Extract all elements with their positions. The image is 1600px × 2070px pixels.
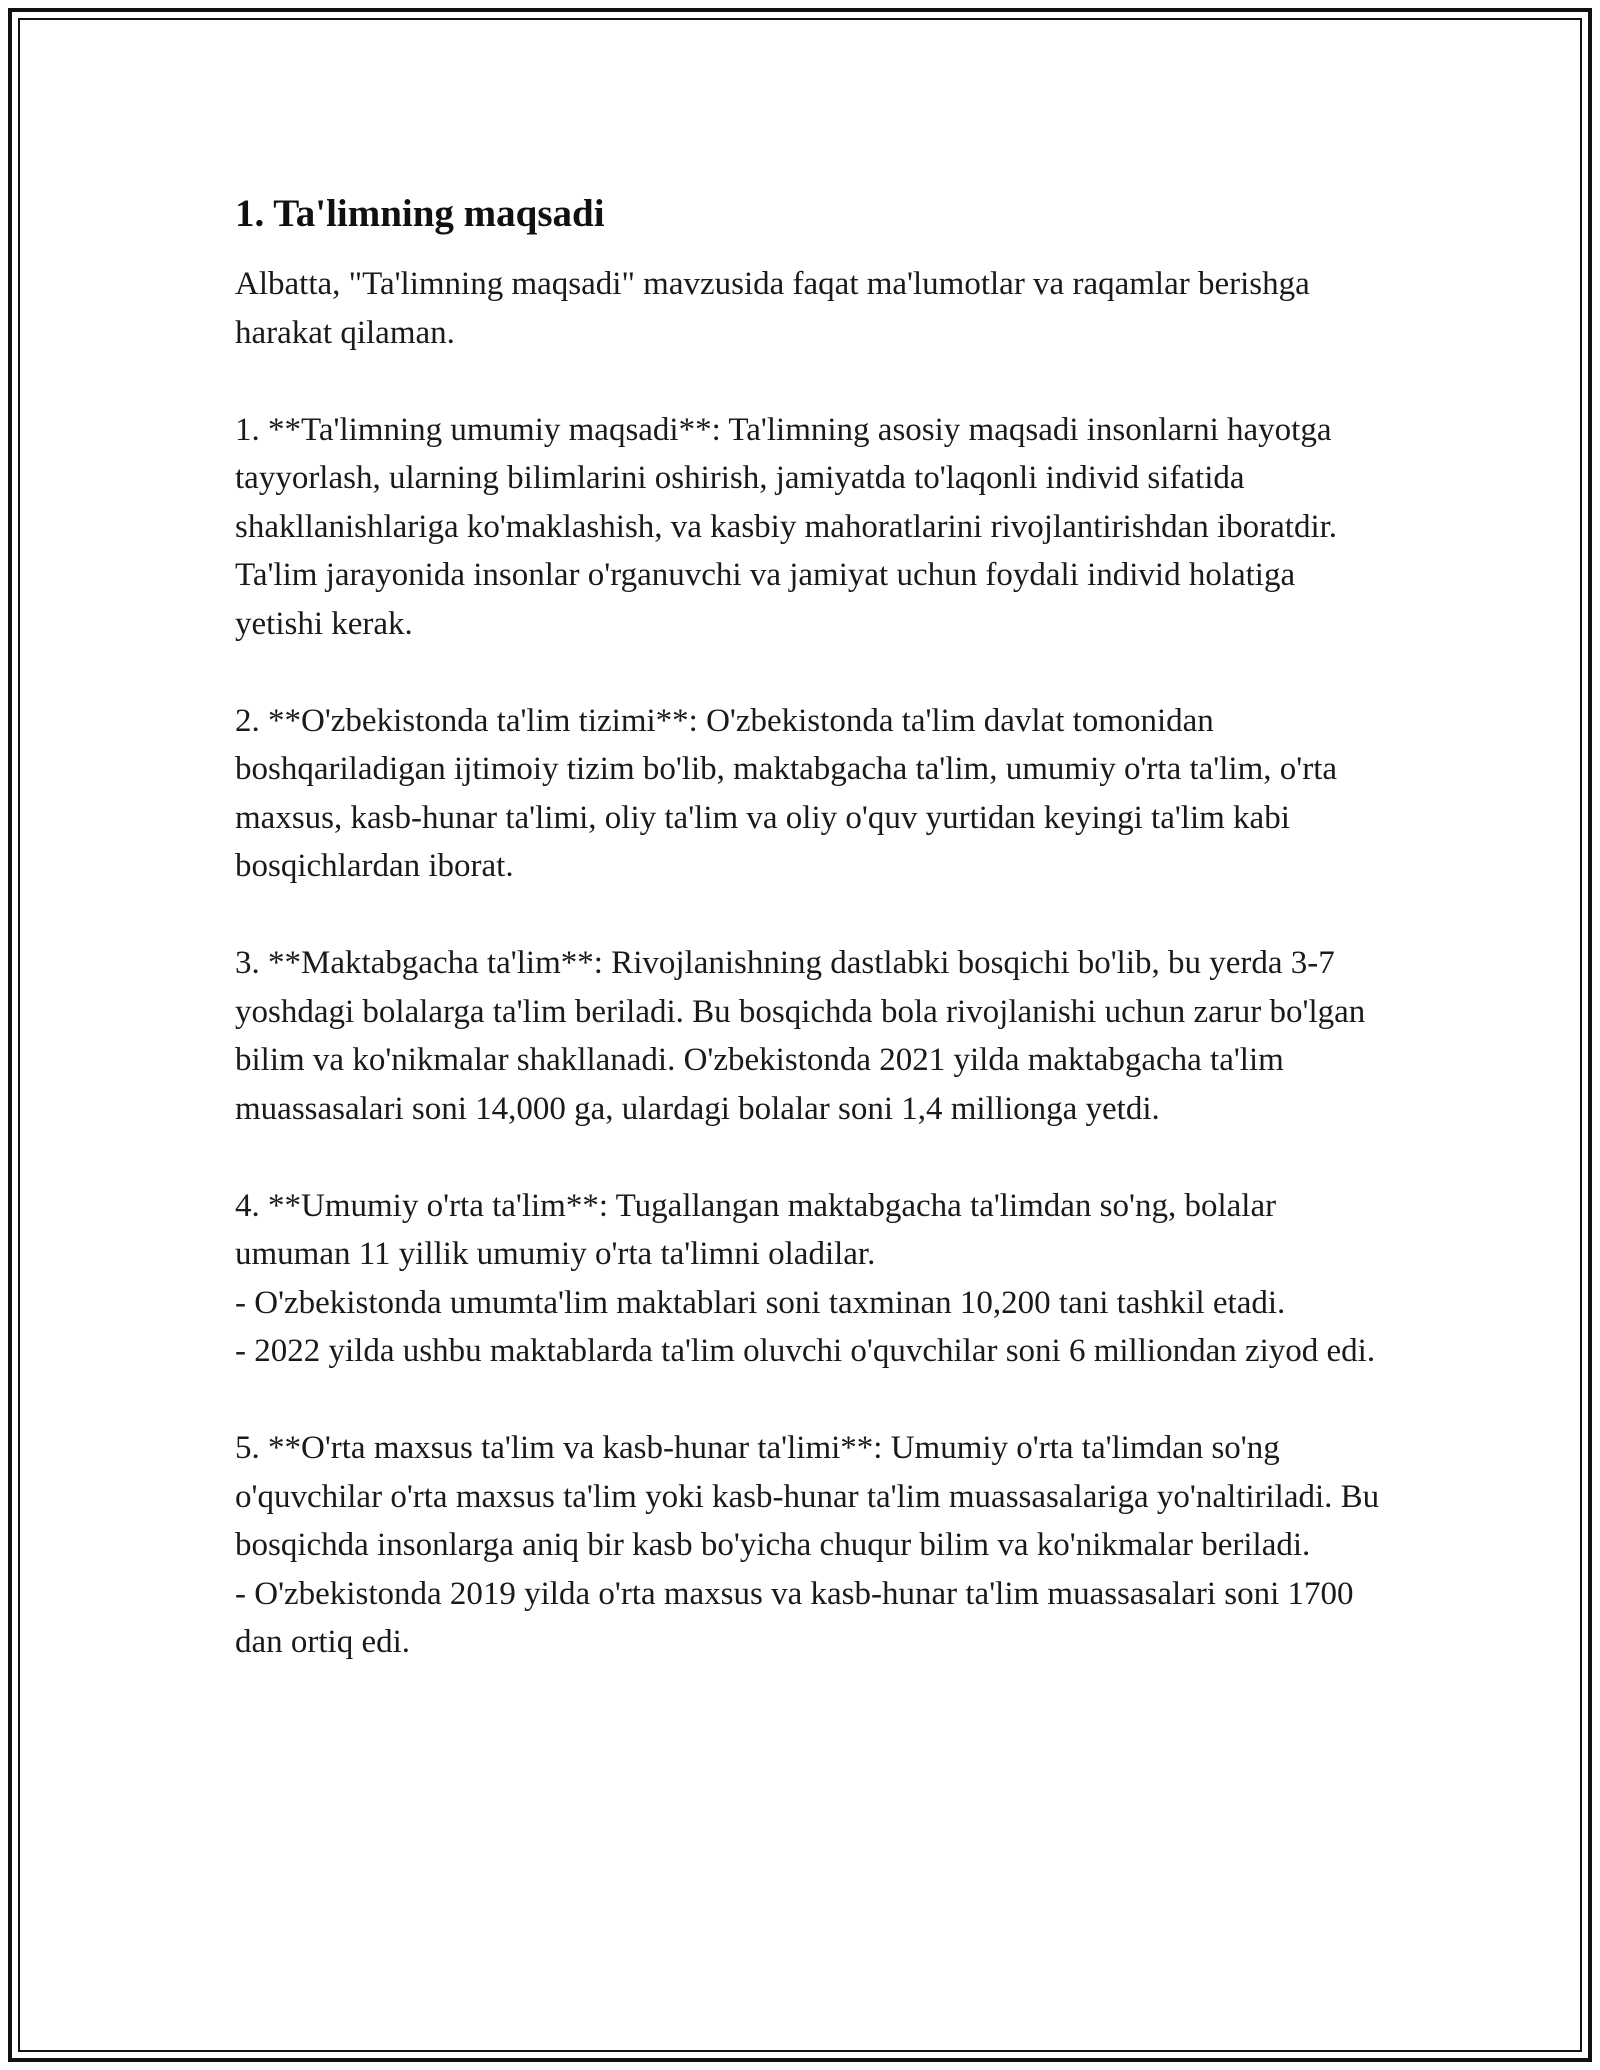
section-3-text: 3. **Maktabgacha ta'lim**: Rivojlanishning dastlabki bosqichi bo'lib, bu yerda 3-7 yoshdagi bolalarga ta'lim beriladi. Bu bosqichda bola rivojlanishi uchun zarur bo'lgan bilim va ko'nikmalar shakllanadi. O'zbekistonda 2021 yilda maktabgacha ta'lim muassasalari soni 14,000 ga, ulardagi bolalar soni 1,4 millionga yetdi. [235, 945, 1366, 1127]
section-4-bullet-2: - 2022 yilda ushbu maktablarda ta'lim oluvchi o'quvchilar soni 6 milliondan ziyod edi. [235, 1333, 1376, 1369]
document-body [235, 188, 1385, 1715]
section-4-text: 4. **Umumiy o'rta ta'lim**: Tugallangan maktabgacha ta'limdan so'ng, bolalar umuman 11 yillik umumiy o'rta ta'limni oladilar. [235, 1187, 1277, 1272]
section-2 [235, 697, 1385, 891]
document-title: 1. Ta'limning maqsadi [235, 192, 605, 235]
section-5-text: 5. **O'rta maxsus ta'lim va kasb-hunar ta'limi**: Umumiy o'rta ta'limdan so'ng o'quvchilar o'rta maxsus ta'lim yoki kasb-hunar ta'lim muassasalariga yo'naltiriladi. Bu bosqichda insonlarga aniq bir kasb bo'yicha chuqur bilim va ko'nikmalar beriladi. [235, 1430, 1380, 1563]
section-1-text: 1. **Ta'limning umumiy maqsadi**: Ta'limning asosiy maqsadi insonlarni hayotga tayyorlash, ularning bilimlarini oshirish, jamiyatda to'laqonli individ sifatida shakllanishlariga ko'maklashish, va kasbiy mahoratlarini rivojlantirishdan iboratdir. Ta'lim jarayonida insonlar o'rganuvchi va jamiyat uchun foydali individ holatiga yetishi kerak. [235, 411, 1338, 642]
intro-paragraph [235, 260, 1385, 357]
section-2-text: 2. **O'zbekistonda ta'lim tizimi**: O'zbekistonda ta'lim davlat tomonidan boshqariladigan ijtimoiy tizim bo'lib, maktabgacha ta'lim, umumiy o'rta ta'lim, o'rta maxsus, kasb-hunar ta'limi, oliy ta'lim va oliy o'quv yurtidan keyingi ta'lim kabi bosqichlardan iborat. [235, 702, 1338, 884]
intro-text: Albatta, "Ta'limning maqsadi" mavzusida faqat ma'lumotlar va raqamlar berishga harakat qilaman. [235, 266, 1310, 351]
section-1 [235, 406, 1385, 649]
section-4-bullet-1: - O'zbekistonda umumta'lim maktablari soni taxminan 10,200 tani tashkil etadi. [235, 1284, 1286, 1321]
section-3 [235, 939, 1385, 1133]
section-5-bullet-1: - O'zbekistonda 2019 yilda o'rta maxsus va kasb-hunar ta'lim muassasalari soni 1700 dan ortiq edi. [235, 1575, 1354, 1660]
section-4 [235, 1182, 1385, 1376]
section-5 [235, 1424, 1385, 1667]
